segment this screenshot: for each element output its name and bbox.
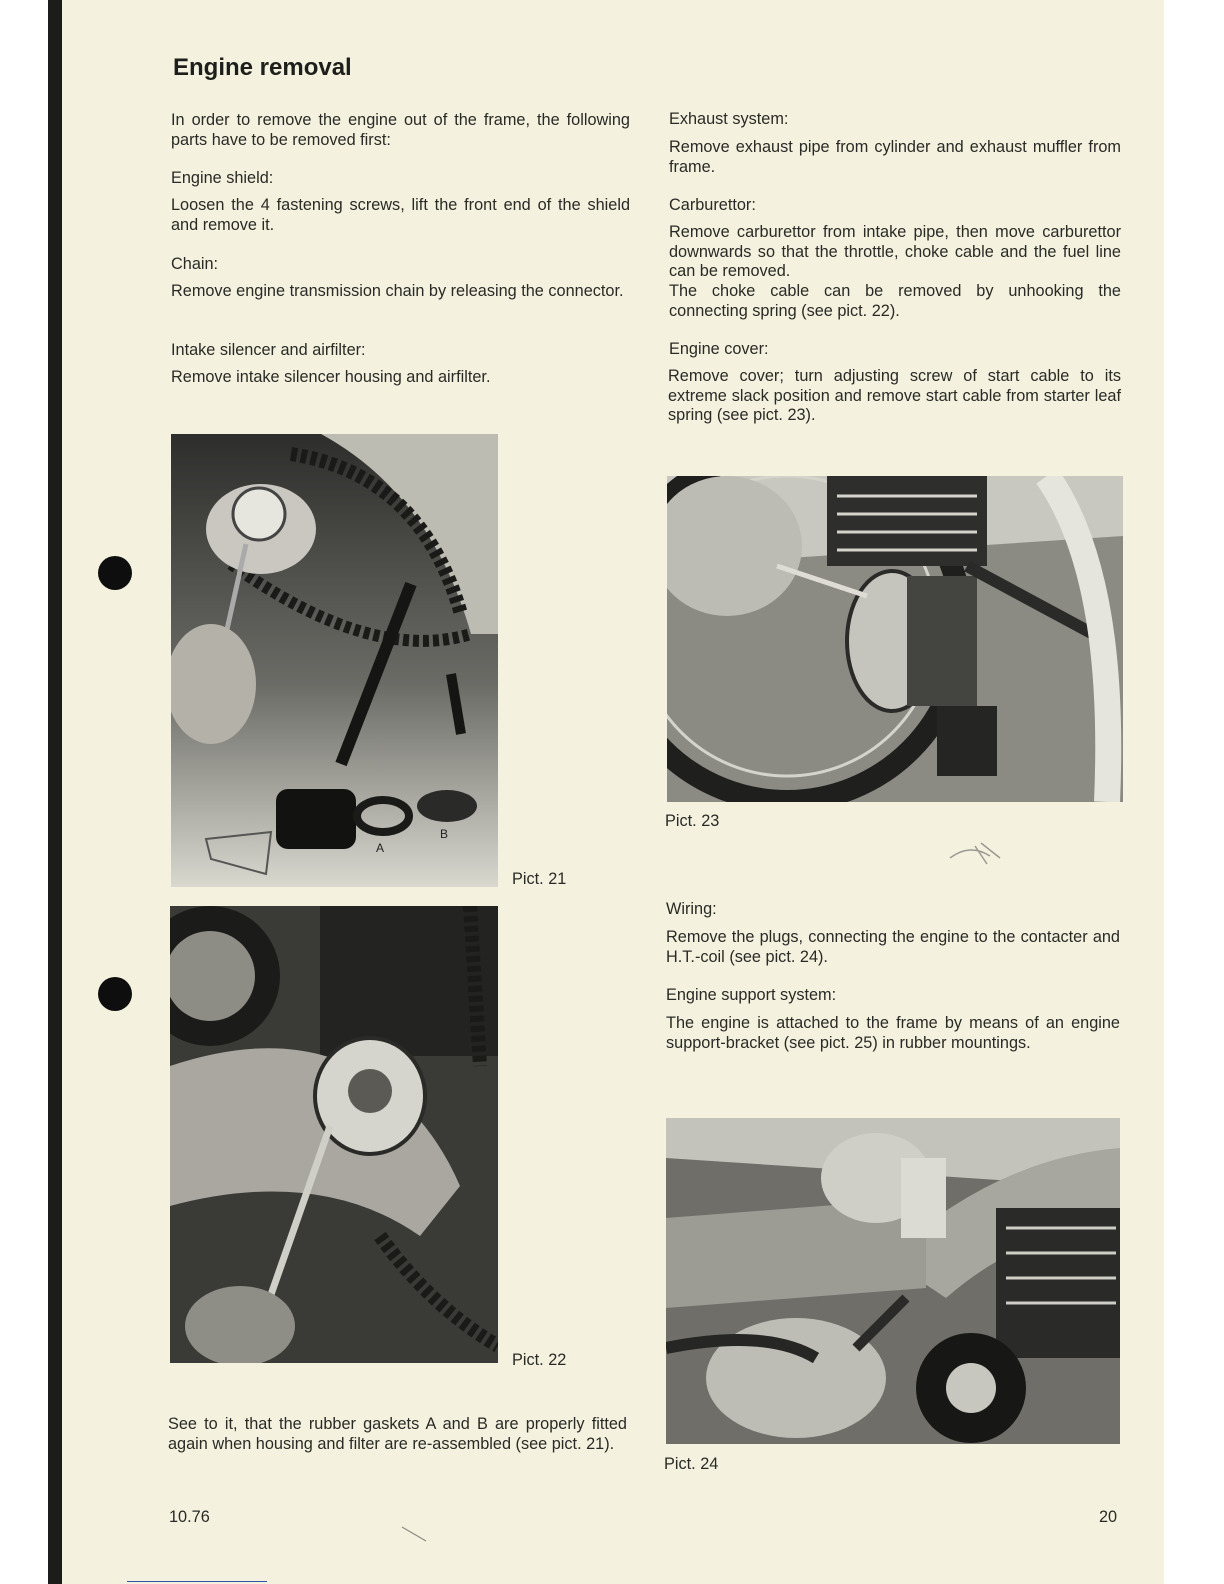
chain-text: Remove engine transmission chain by releasing the connector. (171, 282, 624, 300)
intake-heading: Intake silencer and airfilter: (171, 341, 366, 359)
pict23-illustration (667, 476, 1123, 802)
pict24-illustration (666, 1118, 1120, 1444)
engine-cover-text: Remove cover; turn adjusting screw of start cable to its extreme slack position and remove start cable from starter leaf spring (see pict. 23). (668, 367, 1121, 424)
pict21-caption: Pict. 21 (512, 870, 567, 888)
pict23-photo (667, 476, 1123, 802)
engine-support-heading: Engine support system: (666, 986, 837, 1004)
wiring-heading: Wiring: (666, 900, 717, 918)
carburettor-heading: Carburettor: (669, 196, 756, 214)
intro-paragraph: In order to remove the engine out of the frame, the following parts have to be removed first: (171, 111, 630, 149)
chain-heading: Chain: (171, 255, 219, 273)
stray-scan-mark (400, 1525, 430, 1545)
pict21-label-a: A (376, 841, 385, 855)
pict22-illustration (170, 906, 498, 1363)
pict22-photo (170, 906, 498, 1363)
intake-text: Remove intake silencer housing and airfilter. (171, 368, 491, 386)
page-right-margin (1164, 0, 1224, 1584)
exhaust-heading: Exhaust system: (669, 110, 789, 128)
carburettor-text-2: The choke cable can be removed by unhooking the connecting spring (see pict. 22). (669, 282, 1121, 320)
gasket-note: See to it, that the rubber gaskets A and B are properly fitted again when housing and filter are re-assembled (see pict. 21). (168, 1415, 627, 1453)
pict21-photo (171, 434, 498, 887)
page-outer-margin (0, 0, 50, 1584)
footer-date: 10.76 (169, 1508, 210, 1526)
binder-strip (48, 0, 62, 1584)
punch-hole-upper (98, 556, 132, 590)
exhaust-text: Remove exhaust pipe from cylinder and exhaust muffler from frame. (669, 138, 1121, 176)
pict24-caption: Pict. 24 (664, 1455, 719, 1473)
engine-support-text: The engine is attached to the frame by means of an engine support-bracket (see pict. 25) in rubber mountings. (666, 1014, 1120, 1052)
pict23-caption: Pict. 23 (665, 812, 720, 830)
page-number: 20 (1099, 1508, 1118, 1526)
stray-pen-mark (945, 838, 1005, 868)
pict21-illustration (171, 434, 498, 887)
pict24-photo (666, 1118, 1120, 1444)
engine-shield-text: Loosen the 4 fastening screws, lift the front end of the shield and remove it. (171, 196, 630, 234)
engine-cover-heading: Engine cover: (669, 340, 769, 358)
pict21-label-b: B (440, 827, 449, 841)
wiring-text: Remove the plugs, connecting the engine to the contacter and H.T.-coil (see pict. 24). (666, 928, 1120, 966)
blue-underline-mark (127, 1581, 267, 1582)
engine-shield-heading: Engine shield: (171, 169, 274, 187)
page-title: Engine removal (173, 54, 352, 81)
punch-hole-lower (98, 977, 132, 1011)
pict22-caption: Pict. 22 (512, 1351, 567, 1369)
carburettor-text-1: Remove carburettor from intake pipe, then move carburettor downwards so that the throttle, choke cable and the fuel line can be removed. (669, 223, 1121, 280)
